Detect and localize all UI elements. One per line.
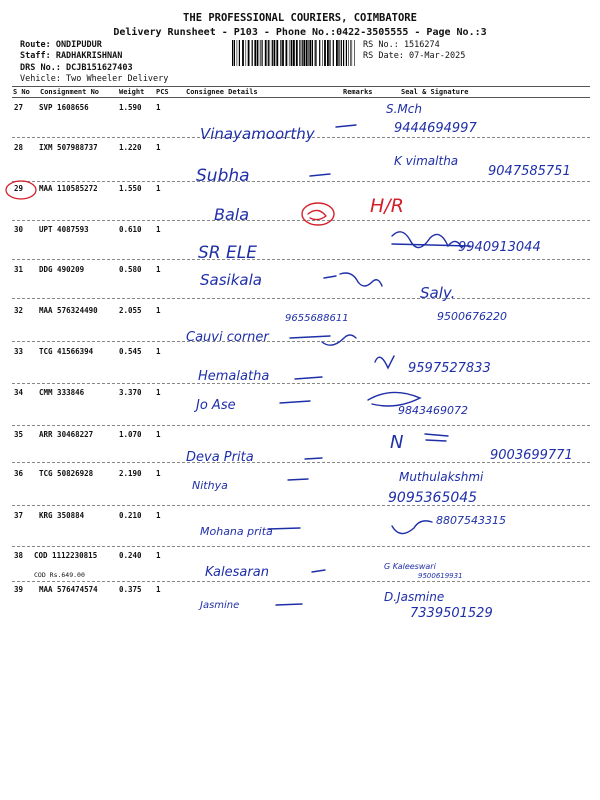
col-consignee: Consignee Details	[186, 88, 258, 96]
signature-handwriting: 9003699771	[490, 448, 573, 463]
col-remarks: Remarks	[343, 88, 373, 96]
signature-handwriting: D.Jasmine	[384, 590, 445, 604]
consignee-handwriting: 9655688611	[285, 313, 349, 324]
row-sno: 30	[14, 225, 24, 234]
row-weight: 2.055	[119, 306, 142, 315]
consignee-handwriting: Bala	[214, 205, 250, 224]
col-seal-signature: Seal & Signature	[401, 88, 469, 96]
row-pcs: 1	[156, 511, 161, 520]
col-weight: Weight	[119, 88, 145, 96]
row-sno: 36	[14, 469, 24, 478]
row-pcs: 1	[156, 551, 161, 560]
row-sno: 37	[14, 511, 24, 520]
row-consignment-no: UPT 4087593	[39, 225, 89, 234]
signature-handwriting: G Kaleeswari	[384, 562, 436, 571]
row-pcs: 1	[156, 469, 161, 478]
col-consignment: Consignment No	[40, 88, 100, 96]
drs-label: DRS No.: DCJB151627403	[20, 63, 133, 73]
row-sno: 38	[14, 551, 24, 560]
row-consignment-no: TCG 41566394	[39, 347, 94, 356]
row-pcs: 1	[156, 184, 161, 193]
consignee-handwriting: Mohana prita	[200, 525, 273, 538]
row-consignment-no: MAA 110585272	[39, 184, 98, 193]
row-sno: 33	[14, 347, 24, 356]
consignee-handwriting: Hemalatha	[198, 369, 270, 384]
row-weight: 2.190	[119, 469, 142, 478]
row-consignment-no: DDG 490209	[39, 265, 85, 274]
row-weight: 3.370	[119, 388, 142, 397]
runsheet-subtitle: Delivery Runsheet - P103 - Phone No.:0422-3505555 - Page No.:3	[113, 27, 487, 38]
row-sno: 39	[14, 585, 24, 594]
col-pcs: PCS	[156, 88, 169, 96]
consignee-handwriting: Sasikala	[200, 271, 262, 289]
signature-handwriting: H/R	[370, 195, 404, 217]
signature-handwriting: 9500676220	[437, 310, 507, 323]
consignee-handwriting: Cauvi corner	[186, 330, 269, 345]
consignee-handwriting: Kalesaran	[205, 565, 269, 580]
row-weight: 0.580	[119, 265, 142, 274]
signature-handwriting: 9444694997	[394, 121, 477, 136]
signature-handwriting: 9843469072	[398, 404, 468, 417]
row-consignment-no: COD 1112230815	[34, 551, 98, 560]
signature-handwriting: 9095365045	[388, 490, 478, 506]
row-pcs: 1	[156, 347, 161, 356]
row-weight: 0.545	[119, 347, 142, 356]
row-consignment-no: TCG 50826928	[39, 469, 94, 478]
row-consignment-no: CMM 333846	[39, 388, 85, 397]
rs-number: RS No.: 1516274	[363, 40, 440, 50]
row-consignment-no: ARR 30468227	[39, 430, 94, 439]
row-sno: 27	[14, 103, 24, 112]
row-sno: 29	[14, 184, 24, 193]
signature-handwriting: S.Mch	[386, 102, 422, 116]
row-consignment-no: SVP 1608656	[39, 103, 89, 112]
row-pcs: 1	[156, 225, 161, 234]
signature-handwriting: 9597527833	[408, 361, 491, 376]
row-sno: 32	[14, 306, 24, 315]
consignee-handwriting: Subha	[196, 166, 250, 186]
consignee-handwriting: Deva Prita	[186, 450, 254, 465]
row-consignment-no: KRG 350884	[39, 511, 85, 520]
company-title: THE PROFESSIONAL COURIERS, COIMBATORE	[183, 12, 417, 24]
row-weight: 0.610	[119, 225, 142, 234]
row-weight: 1.590	[119, 103, 142, 112]
row-pcs: 1	[156, 306, 161, 315]
row-sno: 35	[14, 430, 24, 439]
signature-handwriting: Saly.	[420, 284, 456, 302]
consignee-handwriting: Nithya	[192, 479, 228, 492]
row-weight: 1.550	[119, 184, 142, 193]
row-weight: 1.070	[119, 430, 142, 439]
row-weight: 0.375	[119, 585, 142, 594]
row-pcs: 1	[156, 430, 161, 439]
signature-handwriting: Muthulakshmi	[399, 470, 484, 484]
cod-amount: COD Rs.649.00	[34, 571, 85, 579]
staff-label: Staff: RADHAKRISHNAN	[20, 51, 123, 61]
signature-handwriting: 9500619931	[418, 572, 463, 580]
row-consignment-no: IXM 507988737	[39, 143, 98, 152]
row-pcs: 1	[156, 265, 161, 274]
signature-handwriting: N	[390, 432, 404, 453]
route-label: Route: ONDIPUDUR	[20, 40, 102, 50]
consignee-handwriting: Vinayamoorthy	[200, 125, 315, 143]
row-pcs: 1	[156, 388, 161, 397]
row-pcs: 1	[156, 103, 161, 112]
signature-handwriting: 8807543315	[436, 514, 506, 527]
col-sno: S No	[13, 88, 30, 96]
consignee-handwriting: Jo Ase	[196, 398, 236, 413]
signature-handwriting: K vimaltha	[394, 154, 459, 168]
vehicle-label: Vehicle: Two Wheeler Delivery	[20, 74, 169, 84]
row-consignment-no: MAA 576474574	[39, 585, 98, 594]
row-sno: 31	[14, 265, 24, 274]
row-weight: 1.220	[119, 143, 142, 152]
signature-handwriting: 9940913044	[458, 240, 541, 255]
row-weight: 0.240	[119, 551, 142, 560]
row-sno: 28	[14, 143, 24, 152]
row-weight: 0.210	[119, 511, 142, 520]
consignee-handwriting: Jasmine	[200, 600, 240, 611]
row-sno: 34	[14, 388, 24, 397]
rs-date: RS Date: 07-Mar-2025	[363, 51, 466, 61]
signature-handwriting: 9047585751	[488, 164, 571, 179]
row-pcs: 1	[156, 585, 161, 594]
consignee-handwriting: SR ELE	[198, 243, 257, 263]
signature-handwriting: 7339501529	[410, 606, 493, 621]
row-consignment-no: MAA 576324490	[39, 306, 98, 315]
row-pcs: 1	[156, 143, 161, 152]
